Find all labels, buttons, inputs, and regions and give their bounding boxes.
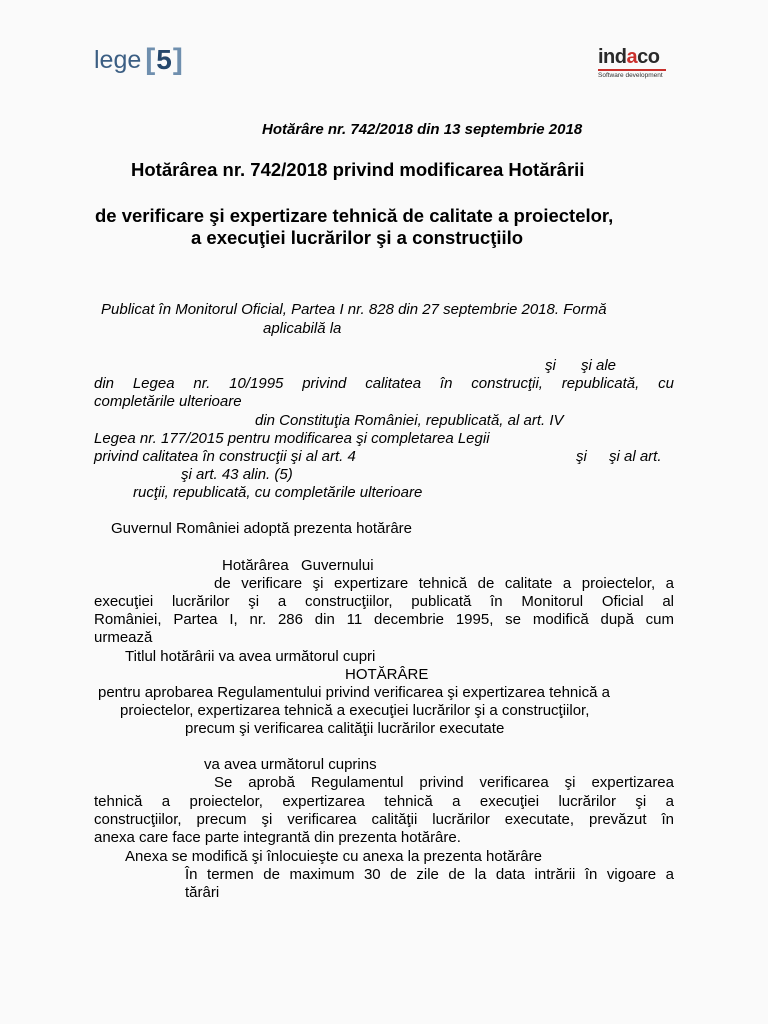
executiei-line: execuţiei lucrărilor şi a construcţiilor, publicată în Monitorul Oficial al bbox=[94, 593, 674, 610]
indaco-logo-bar bbox=[598, 69, 666, 71]
precum-line: precum şi verificarea calităţii lucrărilor executate bbox=[185, 720, 505, 737]
indaco-logo[interactable] bbox=[598, 47, 670, 79]
in-termen-line: În termen de maximum 30 de zile de la data intrării în vigoare a bbox=[185, 866, 674, 883]
anexa-se-modifica-line: Anexa se modifică şi înlocuieşte cu anexa la prezenta hotărâre bbox=[125, 848, 542, 865]
line-completarile: completările ulterioare bbox=[94, 393, 242, 410]
proiectelor-line: proiectelor, expertizarea tehnică a execuţiei lucrărilor şi a construcţiilor, bbox=[120, 702, 590, 719]
romaniei-line: României, Partea I, nr. 286 din 11 decembrie 1995, se modifică după cum bbox=[94, 611, 674, 628]
doc-reference: Hotărâre nr. 742/2018 din 13 septembrie 2018 bbox=[262, 121, 583, 138]
verificare-line: de verificare şi expertizare tehnică de calitate a proiectelor, a bbox=[214, 575, 674, 592]
indaco-logo-part: co bbox=[637, 46, 660, 68]
lege-logo-bracket-close: ] bbox=[172, 43, 183, 76]
doc-title-line-3: a execuţiei lucrărilor şi a construcţiilo bbox=[191, 227, 524, 248]
guvernul-adopta: Guvernul României adoptă prezenta hotărâre bbox=[111, 520, 413, 537]
fragment-si-2: şi bbox=[576, 448, 587, 465]
fragment-si: şi bbox=[545, 357, 556, 374]
line-privind-calitatea: privind calitatea în construcţii şi al art. 4 bbox=[94, 448, 356, 465]
anexa-care-line: anexa care face parte integrantă din prezenta hotărâre. bbox=[94, 829, 461, 846]
lege-logo-word: lege bbox=[94, 45, 142, 74]
lege-logo-bracket-open: [ bbox=[145, 43, 156, 76]
tehnica-line: tehnică a proiectelor, expertizarea tehnică a execuţiei lucrărilor şi a bbox=[94, 793, 674, 810]
lege-logo-mark bbox=[145, 44, 183, 76]
constructiilor-line: construcţiilor, precum şi verificarea calităţii lucrărilor executate, prevăzut în bbox=[94, 811, 674, 828]
publication-line-2: aplicabilă la bbox=[263, 320, 342, 337]
fragment-si-al-art: şi al art. bbox=[609, 448, 662, 465]
doc-title-line-2: de verificare şi expertizare tehnică de calitate a proiectelor, bbox=[95, 205, 614, 226]
publication-line-1: Publicat în Monitorul Oficial, Partea I nr. 828 din 27 septembrie 2018. Formă bbox=[101, 301, 607, 318]
guvernului-word: Guvernului bbox=[301, 557, 374, 574]
pentru-aprobarea-line: pentru aprobarea Regulamentului privind verificarea şi expertizarea tehnică a bbox=[98, 684, 610, 701]
se-aproba-line: Se aprobă Regulamentul privind verificarea şi expertizarea bbox=[214, 774, 674, 791]
indaco-logo-word bbox=[598, 47, 670, 67]
indaco-logo-accent: a bbox=[626, 46, 638, 68]
doc-title-line-1: Hotărârea nr. 742/2018 privind modificarea Hotărârii bbox=[131, 159, 585, 180]
line-legea-10-1995: din Legea nr. 10/1995 privind calitatea în construcţii, republicată, cu bbox=[94, 375, 674, 392]
urmeaza-line: urmează bbox=[94, 629, 153, 646]
lege5-logo[interactable] bbox=[94, 43, 188, 77]
tarari-line: tărâri bbox=[185, 884, 220, 901]
indaco-logo-part: ind bbox=[598, 46, 627, 68]
hotararea-word: Hotărârea bbox=[222, 557, 289, 574]
line-constitutia: din Constituţia României, republicată, al art. IV bbox=[255, 412, 564, 429]
hotarare-heading: HOTĂRÂRE bbox=[345, 666, 429, 683]
va-avea-line: va avea următorul cuprins bbox=[204, 756, 377, 773]
line-legea-177-2015: Legea nr. 177/2015 pentru modificarea şi completarea Legii bbox=[94, 430, 490, 447]
fragment-si-ale: şi ale bbox=[581, 357, 617, 374]
lege-logo-number: 5 bbox=[156, 44, 172, 75]
indaco-logo-tagline: Software development bbox=[598, 72, 663, 79]
titlul-line: Titlul hotărârii va avea următorul cupri bbox=[125, 648, 376, 665]
line-ructii: rucţii, republicată, cu completările ulterioare bbox=[133, 484, 423, 501]
line-art-43: şi art. 43 alin. (5) bbox=[181, 466, 293, 483]
